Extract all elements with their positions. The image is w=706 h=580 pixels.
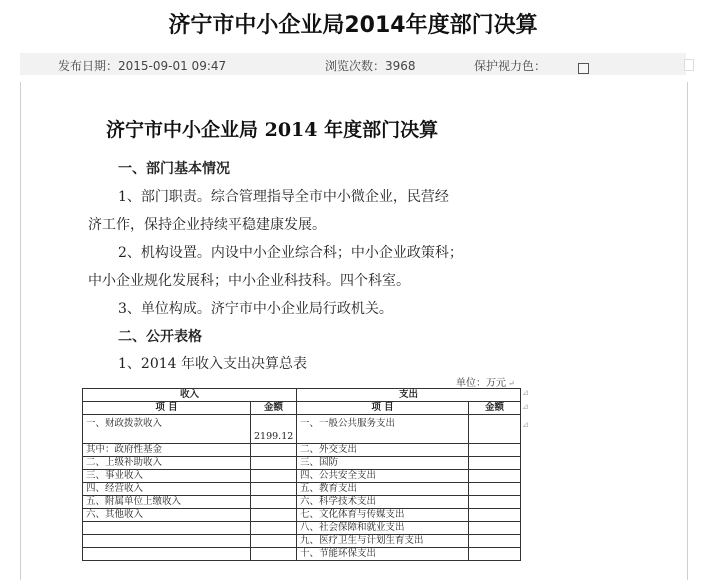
income-amount-cell	[251, 548, 297, 561]
paragraph-structure-line1: 2、机构设置。内设中小企业综合科；中小企业政策科；	[118, 245, 463, 261]
income-amount-cell	[251, 522, 297, 535]
table-row	[83, 548, 521, 561]
table-row	[83, 496, 521, 509]
table-caption: 1、2014 年收入支出决算总表	[118, 356, 307, 372]
income-amount-cell	[251, 483, 297, 496]
expense-header: 支出	[297, 389, 521, 402]
paragraph-structure-line2: 中小企业规化发展科；中小企业科技科。四个科室。	[88, 273, 410, 289]
table-row	[83, 509, 521, 522]
income-item-cell	[83, 522, 251, 535]
income-item-cell: 一、财政拨款收入	[83, 415, 251, 444]
expense-amount-header: 金额	[469, 402, 521, 415]
expense-amount-cell	[469, 496, 521, 509]
expense-amount-cell	[469, 483, 521, 496]
income-item-cell: 六、其他收入	[83, 509, 251, 522]
expense-amount-cell	[469, 415, 521, 444]
table-row	[83, 522, 521, 535]
income-amount-cell	[251, 444, 297, 457]
expense-amount-cell	[469, 457, 521, 470]
income-item-cell: 二、上级补助收入	[83, 457, 251, 470]
table-header-row	[83, 389, 521, 402]
income-header: 收入	[83, 389, 297, 402]
view-count: 浏览次数：3968	[325, 59, 416, 73]
expense-item-cell: 五、教育支出	[297, 483, 469, 496]
income-amount-cell	[251, 457, 297, 470]
income-amount-cell	[251, 470, 297, 483]
table-row	[83, 483, 521, 496]
income-item-cell: 其中：政府性基金	[83, 444, 251, 457]
expense-item-cell: 六、科学技术支出	[297, 496, 469, 509]
table-row	[83, 444, 521, 457]
expense-item-cell: 八、社会保障和就业支出	[297, 522, 469, 535]
table-row	[83, 470, 521, 483]
table-end-mark-icon: ⊿	[522, 388, 529, 397]
scroll-top-tab[interactable]	[684, 59, 694, 71]
section-heading-basic-info: 一、部门基本情况	[118, 161, 230, 177]
expense-item-cell: 二、外交支出	[297, 444, 469, 457]
paragraph-mark-icon: ↵	[508, 379, 515, 388]
article-meta-bar	[20, 53, 686, 75]
expense-amount-cell	[469, 522, 521, 535]
income-item-cell	[83, 535, 251, 548]
paragraph-duties-line1: 1、部门职责。综合管理指导全市中小微企业，民营经	[118, 189, 449, 205]
page-title: 济宁市中小企业局2014年度部门决算	[168, 13, 538, 38]
paragraph-composition: 3、单位构成。济宁市中小企业局行政机关。	[118, 301, 393, 317]
table-row	[83, 457, 521, 470]
income-amount-cell: 2199.12	[251, 415, 297, 444]
table-row	[83, 415, 521, 444]
expense-amount-cell	[469, 535, 521, 548]
expense-amount-cell	[469, 470, 521, 483]
income-item-cell: 四、经营收入	[83, 483, 251, 496]
expense-amount-cell	[469, 509, 521, 522]
expense-item-cell: 七、文化体育与传媒支出	[297, 509, 469, 522]
expense-item-cell: 十、节能环保支出	[297, 548, 469, 561]
expense-amount-cell	[469, 548, 521, 561]
income-amount-cell	[251, 509, 297, 522]
color-swatch-8[interactable]	[578, 63, 589, 74]
income-item-cell	[83, 548, 251, 561]
income-amount-cell	[251, 535, 297, 548]
publish-date: 发布日期：2015-09-01 09:47	[58, 59, 227, 73]
expense-amount-cell	[469, 444, 521, 457]
eye-protect-label: 保护视力色：	[474, 59, 547, 73]
income-item-cell: 三、事业收入	[83, 470, 251, 483]
table-row	[83, 535, 521, 548]
document-title: 济宁市中小企业局 2014 年度部门决算	[106, 119, 439, 141]
table-end-mark-icon: ⊿	[522, 402, 529, 411]
expense-item-header: 项 目	[297, 402, 469, 415]
budget-summary-table	[82, 388, 521, 561]
table-end-mark-icon: ⊿	[522, 420, 529, 429]
income-item-cell: 五、附属单位上缴收入	[83, 496, 251, 509]
income-item-header: 项 目	[83, 402, 251, 415]
expense-item-cell: 一、一般公共服务支出	[297, 415, 469, 444]
expense-item-cell: 四、公共安全支出	[297, 470, 469, 483]
table-subheader-row	[83, 402, 521, 415]
section-heading-public-tables: 二、公开表格	[118, 329, 202, 345]
income-amount-header: 金额	[251, 402, 297, 415]
expense-item-cell: 九、医疗卫生与计划生育支出	[297, 535, 469, 548]
unit-label: 单位：万元 ↵	[456, 378, 515, 389]
expense-item-cell: 三、国防	[297, 457, 469, 470]
income-amount-cell	[251, 496, 297, 509]
paragraph-duties-line2: 济工作，保持企业持续平稳建康发展。	[88, 217, 326, 233]
